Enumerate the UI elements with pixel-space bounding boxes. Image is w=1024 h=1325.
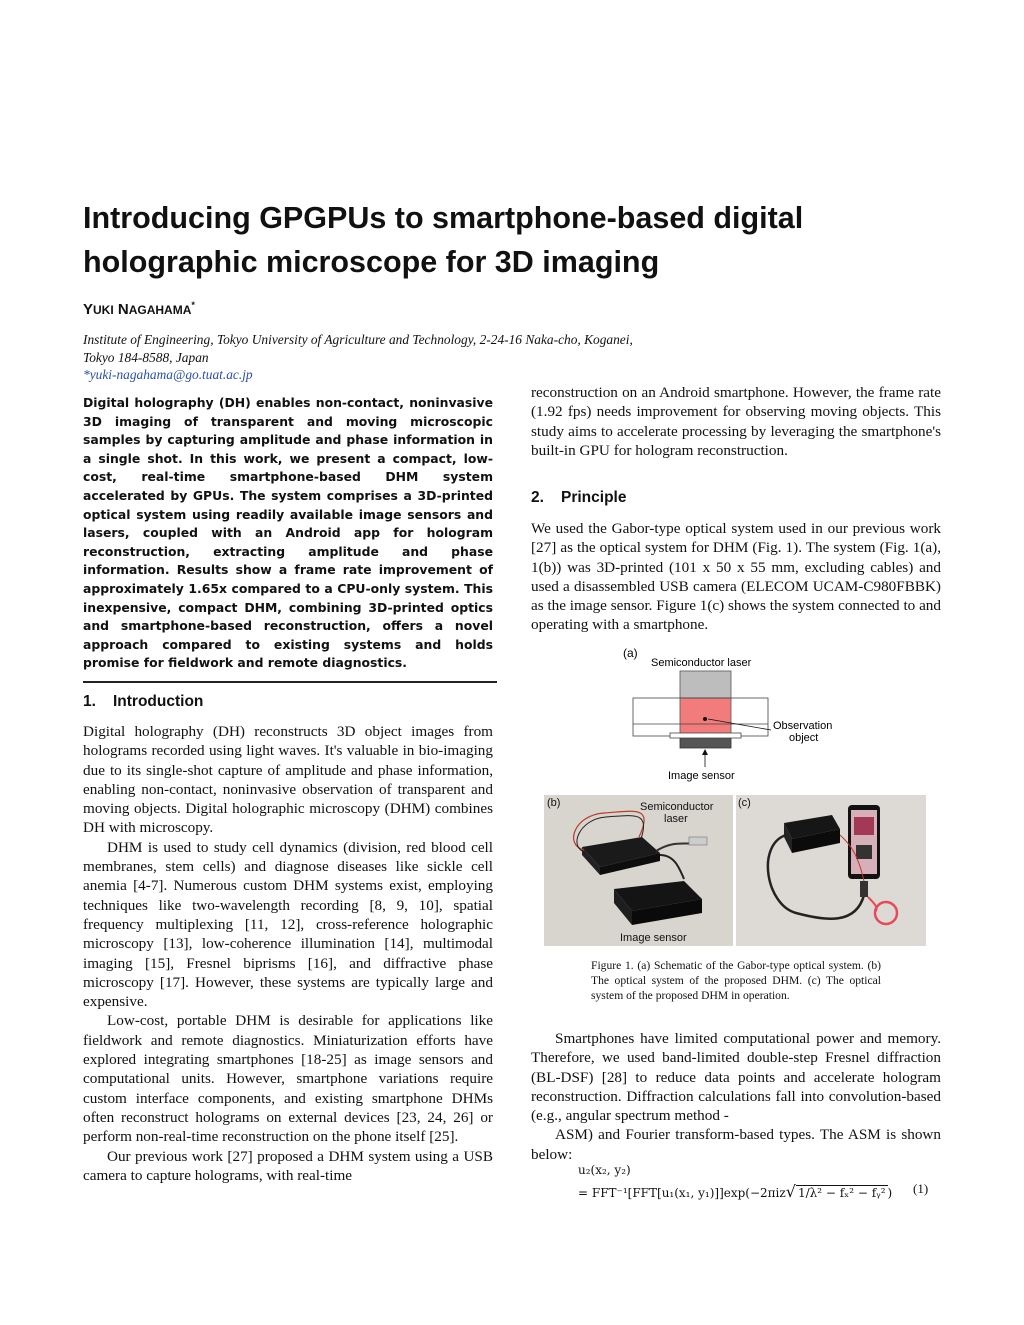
author-email-link[interactable]: *yuki-nagahama@go.tuat.ac.jp (83, 367, 253, 382)
equation-line-2 (578, 1182, 948, 1201)
author-first-initial: Y (83, 301, 94, 318)
section-title: Principle (561, 489, 627, 506)
affiliation-line-1: Institute of Engineering, Tokyo University of Agriculture and Technology, 2-24-16 Naka-cho, Koganei, (83, 332, 633, 347)
post-figure-paragraph-2: ASM) and Fourier transform-based types. The ASM is shown below: (531, 1126, 941, 1163)
figure-1a-schematic (621, 645, 851, 790)
post-figure-body (531, 1029, 941, 1164)
author-mark: * (191, 300, 195, 310)
photo-sensor-label: Image sensor (620, 932, 687, 944)
laser-label: Semiconductor laser (651, 657, 752, 669)
figure-label-b: (b) (547, 797, 561, 809)
laser-beam (680, 698, 731, 736)
sensor-label: Image sensor (668, 770, 735, 782)
author-name (83, 300, 195, 318)
section-title: Introduction (113, 693, 204, 710)
object-label-1: Observation (773, 720, 833, 732)
introduction-body (83, 722, 493, 1185)
affiliation (83, 331, 723, 384)
continuation-paragraph: reconstruction on an Android smartphone. However, the frame rate (1.92 fps) needs improvement for observing moving objects. This study aims to accelerate processing by leveraging the smartphone's built-in GPU for hologram reconstruction. (531, 384, 941, 459)
section-number: 1. (83, 693, 96, 710)
sqrt-symbol: √ (785, 1182, 796, 1201)
figure-caption: Figure 1. (a) Schematic of the Gabor-type optical system. (b) The optical system of the proposed DHM. (c) The optical system of the proposed DHM in operation. (591, 959, 881, 1002)
abstract: Digital holography (DH) enables non-contact, noninvasive 3D imaging of transparent and moving microscopic samples by capturing amplitude and phase information in a single shot. In this work, we present a compact, low-cost, real-time smartphone-based DHM system accelerated by GPUs. The system comprises a 3D-printed optical system using readily available image sensors and lasers, coupled with an Android app for hologram reconstruction, extracting amplitude and phase information. Results show a frame rate improvement of approximately 1.65x compared to a CPU-only system. This inexpensive, compact DHM, combining 3D-printed optics and smartphone-based reconstruction, offers a novel approach compared to existing systems and holds promise for fieldwork and remote diagnostics. (83, 395, 493, 671)
figure-label-c: (c) (738, 797, 751, 809)
author-last-initial: N (117, 301, 129, 318)
intro-paragraph-2: DHM is used to study cell dynamics (division, red blood cell membranes, stem cells) and diagnose diseases like sickle cell anemia [4-7]. Numerous custom DHM systems exist, employing techniques like two-wavelength recording [8, 9, 10], spatial frequency multiplexing [11, 12], cross-reference holographic microscopy [13], low-coherence illumination [14], multimodal imaging [15], Fresnel biprisms [16], and diffractive phase microscopy [17]. However, these systems are typically large and expensive. (83, 838, 493, 1011)
equation-1 (578, 1163, 948, 1201)
figure-label-a: (a) (623, 646, 638, 660)
operation-photo-illustration (736, 795, 926, 946)
paper-title: Introducing GPGPUs to smartphone-based digital holographic microscope for 3D imaging (83, 201, 804, 279)
section-heading-principle (531, 489, 626, 507)
affiliation-line-2: Tokyo 184-8588, Japan (83, 349, 209, 365)
post-figure-paragraph-1: Smartphones have limited computational power and memory. Therefore, we used band-limited double-step Fresnel diffraction (BL-DSF) [28] to reduce data points and accelerate hologram reconstruction. Diffraction calculations fall into convolution-based (e.g., angular spectrum method - (531, 1030, 941, 1125)
photo-laser-label-1: Semiconductor (640, 801, 714, 813)
principle-paragraph-1: We used the Gabor-type optical system used in our previous work [27] as the optical system for DHM (Fig. 1). The system (Fig. 1(a), 1(b)) was 3D-printed (101 x 50 x 55 mm, excluding cables) and used a disassembled USB camera (ELECOM UCAM-C980FBBK) as the image sensor. Figure 1(c) shows the system connected to and operating with a smartphone. (531, 520, 941, 634)
author-first-rest: UKI (93, 303, 114, 317)
intro-paragraph-3: Low-cost, portable DHM is desirable for applications like fieldwork and remote diagnostics. Miniaturization efforts have explored integrating smartphones [18-25] as image sensors and computational units. However, smartphone variations require custom interface components, and existing smartphone DHMs often reconstruct holograms on external devices [23, 24, 26] or perform non-real-time reconstruction on the phone itself [25]. (83, 1012, 493, 1146)
laser-block (680, 671, 731, 698)
equation-prefix: = FFT⁻¹[FFT[u₁(x₁, y₁)]]exp(−2πiz (578, 1186, 786, 1200)
intro-paragraph-4: Our previous work [27] proposed a DHM system using a USB camera to capture holograms, with real-time (83, 1147, 493, 1184)
abstract-divider (83, 681, 497, 683)
section-number: 2. (531, 489, 544, 506)
sensor-pointer-arrow (702, 749, 708, 755)
equation-suffix: ) (887, 1186, 893, 1200)
device-photo-illustration (544, 795, 733, 946)
sensor-mount (670, 733, 741, 738)
figure-1b-photo (544, 795, 733, 946)
equation-line-1: u₂(x₂, y₂) (578, 1163, 631, 1177)
object-label-2: object (789, 732, 819, 744)
equation-number: (1) (913, 1181, 929, 1196)
section-heading-introduction (83, 693, 203, 711)
principle-body (531, 519, 941, 635)
right-column-continuation (531, 383, 941, 460)
equation-radicand: 1/λ² − fₓ² − fᵧ² (797, 1186, 886, 1200)
intro-paragraph-1: Digital holography (DH) reconstructs 3D object images from holograms recorded using light waves. It's valuable in bio-imaging due to its single-shot capture of amplitude and phase information, enabling non-contact, noninvasive observation of transparent and moving objects. Digital holographic microscopy (DHM) combines DH with microscopy. (83, 723, 493, 837)
figure-1c-photo (736, 795, 926, 946)
author-last-rest: AGAHAMA (128, 303, 192, 317)
photo-laser-label-2: laser (664, 813, 688, 825)
observation-object-dot (703, 717, 707, 721)
